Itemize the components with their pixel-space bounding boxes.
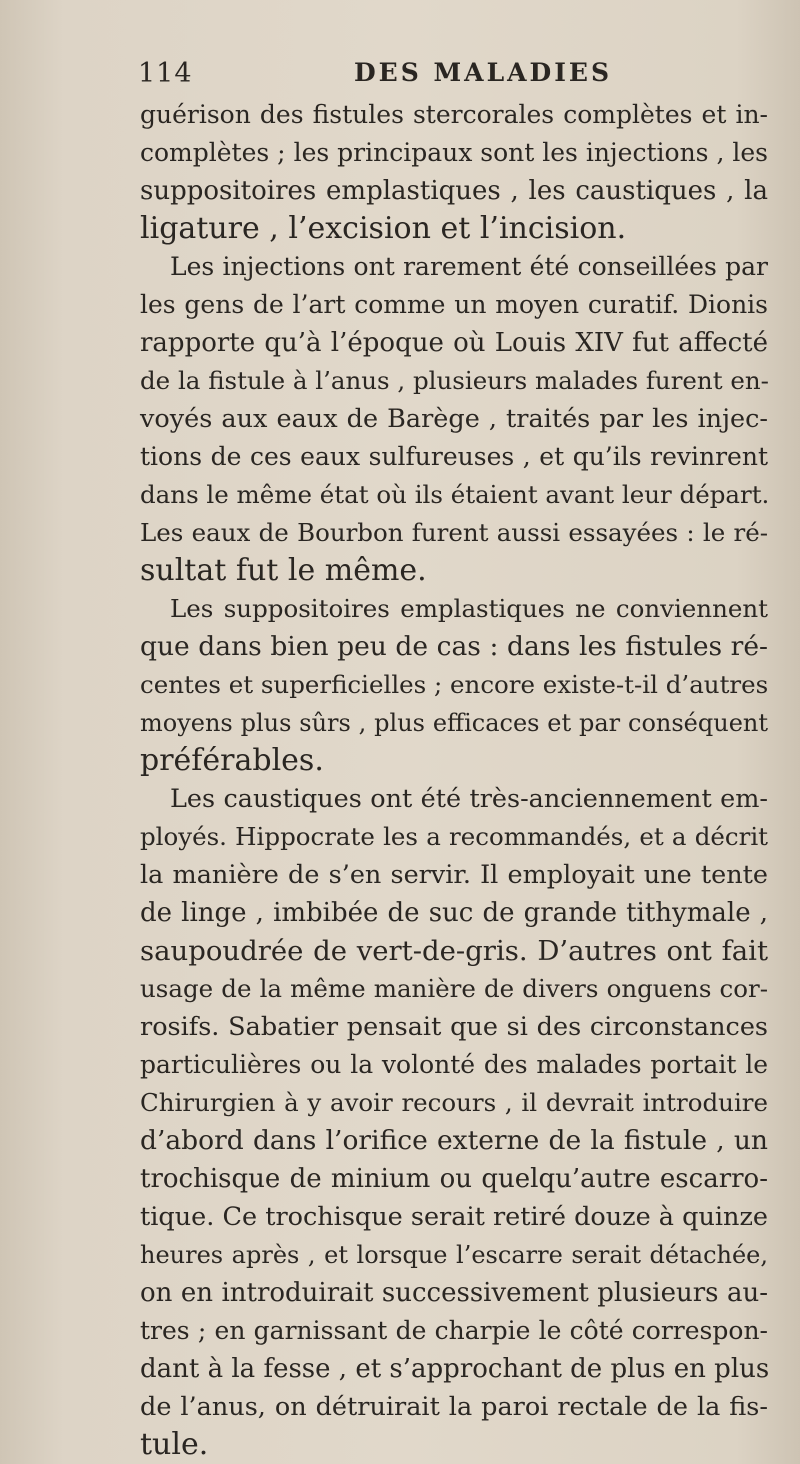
text-line: de l’anus, on détruirait la paroi rectale de la fis-	[140, 1392, 768, 1422]
text-line: saupoudrée de vert-de-gris. D’autres ont fait	[140, 935, 768, 967]
text-line: usage de la même manière de divers onguens cor-	[140, 974, 768, 1003]
text-line: ligature , l’excision et l’incision.	[140, 211, 627, 246]
text-line: Les caustiques ont été très-anciennement em-	[170, 784, 768, 814]
text-line: dans le même état où ils étaient avant leur départ.	[140, 480, 770, 509]
text-line: de linge , imbibée de suc de grande tithymale ,	[140, 898, 768, 928]
text-line: tule.	[140, 1427, 209, 1462]
text-line: ployés. Hippocrate les a recommandés, et a décrit	[140, 822, 768, 851]
text-line: tique. Ce trochisque serait retiré douze à quinze	[140, 1202, 768, 1232]
page-number: 114	[138, 58, 193, 89]
text-line: rosifs. Sabatier pensait que si des circonstances	[140, 1012, 768, 1042]
text-line: Chirurgien à y avoir recours , il devrait introduire	[140, 1088, 768, 1117]
text-line: la manière de s’en servir. Il employait une tente	[140, 860, 768, 890]
text-line: complètes ; les principaux sont les injections , les	[140, 138, 768, 167]
text-line: les gens de l’art comme un moyen curatif. Dionis	[140, 290, 768, 319]
text-line: sultat fut le même.	[140, 553, 427, 588]
text-line: d’abord dans l’orifice externe de la fistule , un	[140, 1125, 768, 1156]
text-line: tions de ces eaux sulfureuses , et qu’ils revinrent	[140, 442, 768, 471]
text-line: dant à la fesse , et s’approchant de plus en plus	[140, 1354, 770, 1384]
text-line: Les suppositoires emplastiques ne conviennent	[170, 594, 768, 623]
text-line: tres ; en garnissant de charpie le côté correspon-	[140, 1316, 768, 1345]
text-line: préférables.	[140, 743, 324, 778]
text-line: trochisque de minium ou quelqu’autre escarro-	[140, 1164, 768, 1194]
text-line: on en introduirait successivement plusieurs au-	[140, 1278, 768, 1308]
text-line: moyens plus sûrs , plus efficaces et par conséquent	[140, 709, 768, 737]
running-head	[138, 58, 698, 94]
text-line: de la fistule à l’anus , plusieurs malades furent en-	[140, 366, 769, 395]
text-line: centes et superficielles ; encore existe-t-il d’autres	[140, 670, 769, 699]
text-line: rapporte qu’à l’époque où Louis XIV fut affecté	[140, 328, 768, 358]
text-line: particulières ou la volonté des malades portait le	[140, 1050, 768, 1079]
text-line: guérison des fistules stercorales complètes et in-	[140, 100, 768, 129]
text-line: Les injections ont rarement été conseillées par	[170, 252, 768, 281]
text-line: suppositoires emplastiques , les caustiques , la	[140, 176, 768, 206]
text-line: voyés aux eaux de Barège , traités par les injec-	[140, 404, 768, 434]
running-title: DES MALADIES	[354, 58, 613, 87]
text-line: heures après , et lorsque l’escarre serait détachée,	[140, 1241, 768, 1269]
text-line: Les eaux de Bourbon furent aussi essayées : le ré-	[140, 518, 768, 547]
text-line: que dans bien peu de cas : dans les fistules ré-	[140, 631, 768, 662]
